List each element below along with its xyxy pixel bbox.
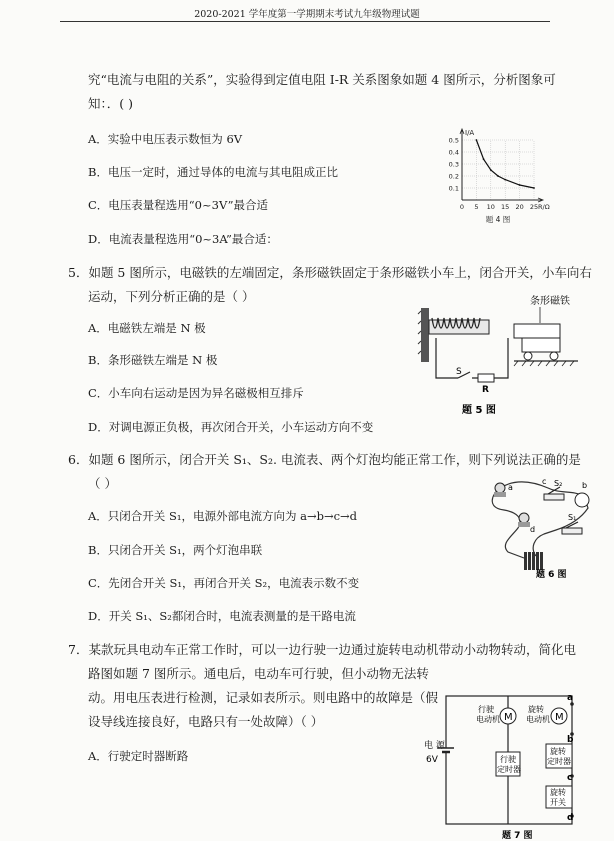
q4-y-tick-label: 0.1 (448, 184, 459, 193)
q6-option-a: A．只闭合开关 S₁，电源外部电流方向为 a→b→c→d (88, 509, 358, 523)
q6-bulb-1 (495, 483, 505, 493)
q6-bulb-1-base (494, 492, 506, 497)
q7-rotate-timer-label1: 旋转 (550, 747, 566, 756)
q4-data-point (504, 179, 506, 181)
q5-caption: 题 5 图 (462, 405, 496, 416)
q6-switch-s1 (562, 528, 582, 534)
q5-option-b: B．条形磁铁左端是 N 极 (88, 353, 218, 367)
q5-wheel-left (524, 352, 532, 360)
q4-x-tick-label: 15 (501, 203, 510, 211)
q5-resistor-label: R (482, 385, 489, 395)
q6-bulb-2 (519, 513, 529, 523)
q7-option-a: A．行驶定时器断路 (88, 749, 189, 763)
q5-stem-line1: 5．如题 5 图所示，电磁铁的左端固定，条形磁铁固定于条形磁铁小车上，闭合开关，小车向右 (68, 265, 592, 280)
q5-ground-hatch (514, 361, 574, 366)
q6-label-d: d (530, 525, 536, 534)
q4-y-tick-label: 0.5 (448, 136, 459, 145)
q7-drive-timer-label2: 定时器 (497, 765, 521, 774)
q7-drive-motor-symbol: M (504, 712, 513, 723)
q5-wall-hatch (418, 311, 421, 354)
q4-caption: 题 4 图 (485, 215, 511, 224)
q4-x-axis-label: R/Ω (538, 203, 550, 211)
q6-option-b: B．只闭合开关 S₁，两个灯泡串联 (88, 543, 263, 557)
q4-data-point (497, 175, 499, 177)
q5-option-d: D．对调电源正负极，再次闭合开关，小车运动方向不变 (88, 420, 374, 434)
q7-label-c: c (567, 773, 573, 783)
q4-y-tick-label: 0.2 (448, 172, 459, 181)
q6-figure (460, 474, 600, 582)
q6-option-c: C．先闭合开关 S₁，再闭合开关 S₂，电流表示数不变 (88, 576, 360, 590)
q7-rotate-switch-label1: 旋转 (550, 788, 566, 797)
q6-stem-line1: 6．如题 6 图所示，闭合开关 S₁、S₂. 电流表、两个灯泡均能正常工作，则下列说法正确的是 (68, 452, 581, 467)
header-divider (60, 21, 550, 22)
q5-wheel-right (550, 352, 558, 360)
q5-cart-body (522, 338, 560, 352)
q5-resistor (478, 374, 494, 382)
q5-switch-label: S (456, 367, 462, 377)
q4-y-tick-label: 0.4 (448, 148, 459, 157)
q4-option-d: D．电流表量程选用“0~3A”最合适： (88, 232, 278, 246)
q5-bar-magnet (514, 324, 560, 338)
q4-option-b: B．电压一定时，通过导体的电流与其电阻成正比 (88, 165, 338, 179)
q4-data-point (533, 187, 535, 189)
q7-stem-line3: 动。用电压表进行检测，记录如表所示。则电路中的故障是（假 (88, 690, 439, 705)
q5-stem-line2: 运动，下列分析正确的是（ ） (88, 289, 255, 304)
q7-rotate-switch-label2: 开关 (550, 798, 566, 807)
q5-figure (418, 292, 578, 417)
q6-label-a: a (508, 483, 513, 492)
q5-magnet-label: 条形磁铁 (530, 296, 570, 307)
q5-option-c: C．小车向右运动是因为异名磁极相互排斥 (88, 386, 304, 400)
q6-battery (524, 552, 543, 570)
q4-option-a: A．实验中电压表示数恒为 6V (88, 132, 243, 146)
q7-drive-timer-label1: 行驶 (500, 755, 516, 764)
q4-ir-graph (440, 126, 550, 226)
q4-x-tick-label: 5 (474, 203, 479, 211)
q6-label-s1: S₁ (568, 513, 577, 522)
q7-stem-line2: 路图如题 7 图所示。通电后，电动车可行驶，但小动物无法转 (88, 666, 429, 681)
q5-wire (436, 338, 508, 378)
q7-stem-line1: 7．某款玩具电动车正常工作时，可以一边行驶一边通过旋转电动机带动小动物转动，简化电 (68, 642, 576, 657)
q4-x-tick-label: 25 (529, 203, 539, 211)
q7-label-b: b (567, 735, 574, 745)
q7-drive-motor-label2: 电动机 (476, 715, 500, 724)
q7-label-a: a (567, 693, 574, 703)
q7-label-d: d (567, 813, 574, 823)
q6-option-d: D．开关 S₁、S₂都闭合时，电流表测量的是干路电流 (88, 609, 356, 623)
q7-rotate-motor-label2: 电动机 (526, 715, 550, 724)
q6-label-c: c (542, 477, 547, 486)
q5-electromagnet-core (429, 320, 489, 334)
q4-stem-line1: 究“电流与电阻的关系”，实验得到定值电阻 I-R 关系图象如题 4 图所示，分析图象可 (88, 72, 556, 87)
q7-power-label: 电 源 (424, 741, 445, 751)
q4-data-point (483, 158, 485, 160)
q6-bulb-2-base (518, 522, 530, 527)
q6-caption: 题 6 图 (536, 570, 567, 580)
q4-data-point (490, 169, 492, 171)
q7-stem-line4: 设导线连接良好，电路只有一处故障）（ ） (88, 714, 324, 729)
q4-y-axis-label: I/A (465, 129, 475, 137)
q4-data-point (519, 184, 521, 186)
q6-label-s2: S₂ (554, 479, 563, 488)
q7-rotate-motor-label1: 旋转 (528, 705, 544, 714)
q4-option-c: C．电压表量程选用“0~3V”最合适 (88, 198, 269, 212)
q5-wall (421, 308, 429, 362)
q4-x-tick-label: 0 (459, 203, 465, 211)
q4-y-tick-label: 0.3 (448, 160, 459, 169)
q7-drive-motor-label1: 行驶 (478, 705, 494, 714)
page-header: 2020-2021 学年度第一学期期末考试九年级物理试题 (194, 9, 420, 20)
q4-data-point (476, 139, 478, 141)
q6-label-b: b (582, 481, 588, 490)
q5-option-a: A．电磁铁左端是 N 极 (88, 321, 206, 335)
q6-ammeter (575, 493, 589, 507)
q6-stem-line2: （ ） (88, 476, 117, 491)
q6-switch-s2 (544, 494, 564, 500)
q4-x-tick-label: 10 (486, 203, 495, 211)
q7-voltage-label: 6V (426, 755, 438, 765)
q7-caption: 题 7 图 (502, 831, 533, 841)
q7-figure (420, 688, 580, 840)
q7-rotate-timer-label2: 定时器 (547, 757, 571, 766)
q4-stem-line2: 知：．( ) (88, 96, 133, 111)
q7-rotate-motor-symbol: M (555, 712, 564, 723)
q4-x-tick-label: 20 (515, 203, 524, 211)
